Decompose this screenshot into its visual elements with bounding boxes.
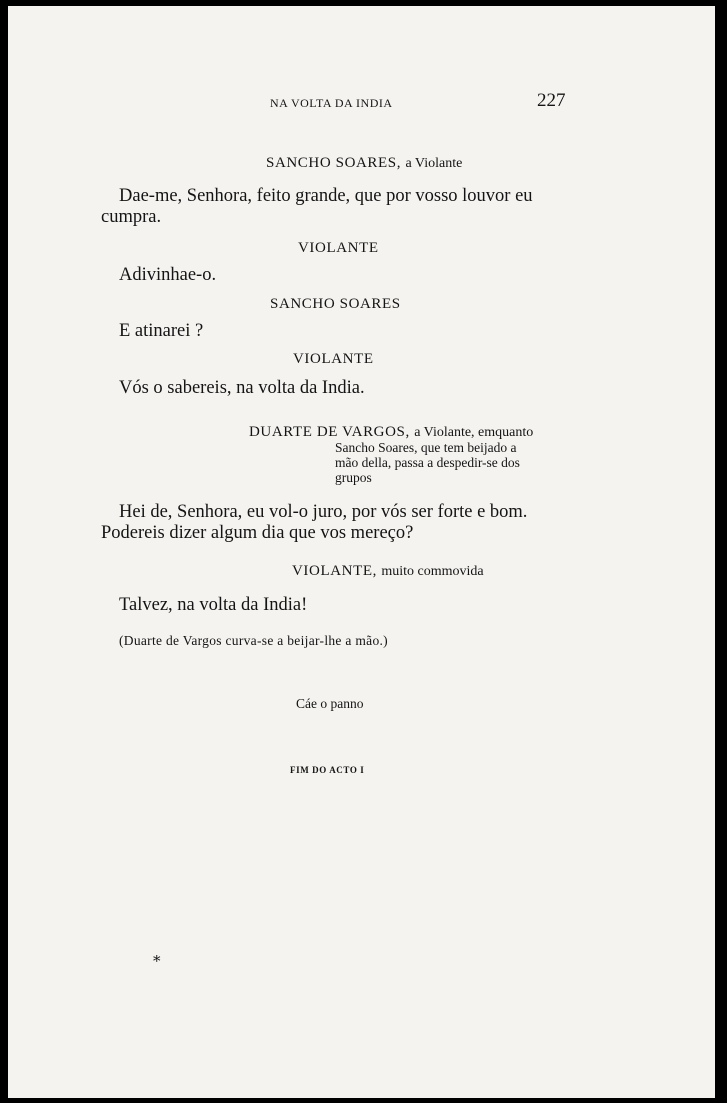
speaker-direction: a Violante — [405, 156, 463, 171]
curtain-direction: Cáe o panno — [296, 696, 364, 711]
direction-line: Sancho Soares, que tem beijado a — [335, 440, 517, 455]
running-header: NA VOLTA DA INDIA — [270, 96, 393, 110]
speaker-name: SANCHO SOARES, — [266, 155, 402, 171]
speaker-heading: VIOLANTE — [293, 351, 374, 367]
dialogue-line: cumpra. — [101, 207, 162, 227]
direction-line: mão della, passa a despedir-se dos — [335, 455, 520, 470]
speaker-heading — [249, 424, 533, 441]
speaker-heading: VIOLANTE — [298, 240, 379, 256]
page-number: 227 — [537, 90, 566, 111]
speaker-direction-continued — [335, 440, 575, 485]
direction-line: grupos — [335, 470, 372, 485]
dialogue-line: Adivinhae-o. — [119, 265, 217, 285]
dialogue-line: Vós o sabereis, na volta da India. — [119, 378, 365, 398]
stage-direction: (Duarte de Vargos curva-se a beijar-lhe a mão.) — [119, 633, 388, 648]
dialogue-line: Podereis dizer algum dia que vos mereço? — [101, 523, 414, 543]
dialogue-line: Hei de, Senhora, eu vol-o juro, por vós ser forte e bom. — [119, 502, 528, 522]
speaker-name: DUARTE DE VARGOS, — [249, 424, 410, 440]
speaker-heading: SANCHO SOARES — [270, 296, 401, 312]
speaker-direction: muito commovida — [381, 564, 484, 579]
speaker-heading — [292, 563, 484, 580]
dialogue-line: Talvez, na volta da India! — [119, 595, 308, 615]
page-edge-shadow — [715, 6, 721, 1098]
dialogue-line: E atinarei ? — [119, 321, 204, 341]
speaker-name: VIOLANTE, — [292, 563, 377, 579]
dialogue-line: Dae-me, Senhora, feito grande, que por vosso louvor eu — [119, 186, 533, 206]
end-of-act: FIM DO ACTO I — [290, 765, 365, 775]
speaker-direction: a Violante, emquanto — [414, 425, 534, 440]
asterisk-mark: * — [153, 952, 161, 970]
speaker-heading — [266, 155, 462, 172]
book-page — [8, 6, 721, 1098]
